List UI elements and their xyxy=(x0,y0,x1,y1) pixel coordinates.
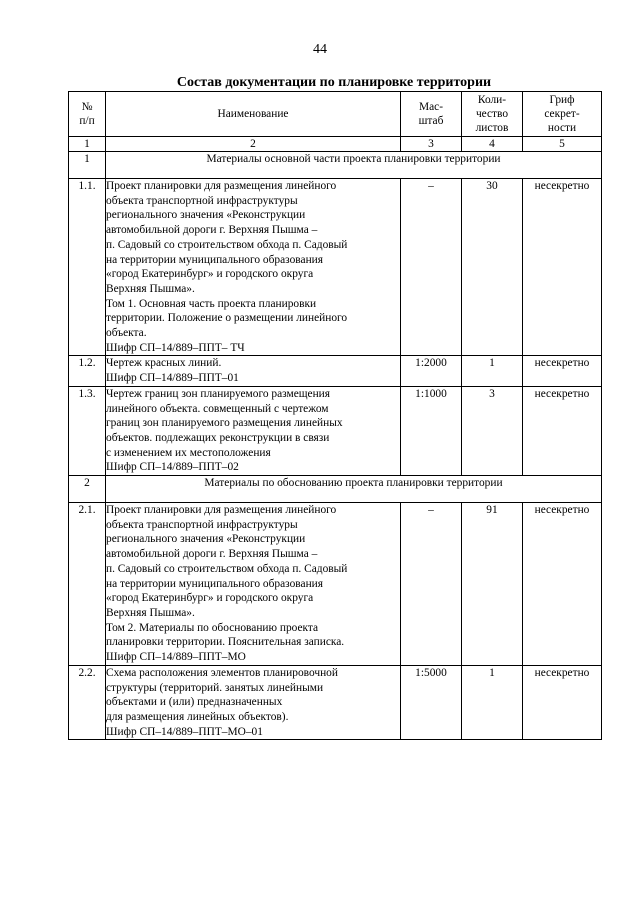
row-secrecy: несекретно xyxy=(523,356,602,386)
text-line: п. Садовый со строительством обхода п. Садовый xyxy=(106,562,348,575)
section-row xyxy=(69,152,602,179)
section-number: 1 xyxy=(69,152,106,179)
text-line: планировки территории. Пояснительная записка. xyxy=(106,636,345,649)
section-number: 2 xyxy=(69,476,106,503)
column-number: 5 xyxy=(523,137,602,152)
text-line: Проект планировки для размещения линейного xyxy=(106,180,337,192)
row-sheet-count: 30 xyxy=(462,179,523,356)
text-line: для размещения линейных объектов). xyxy=(106,710,289,723)
column-number-row xyxy=(69,137,602,152)
text-line: с изменением их местоположения xyxy=(106,446,271,459)
table-row xyxy=(69,665,602,740)
text-line: Схема расположения элементов планировочной xyxy=(106,666,338,679)
text-line: регионального значения «Реконструкции xyxy=(106,533,306,546)
text-line: ности xyxy=(547,122,577,134)
row-scale: 1:2000 xyxy=(401,356,462,386)
text-line: структуры (территорий. занятых линейными xyxy=(106,681,324,694)
text-line: Шифр СП–14/889–ППТ–01 xyxy=(106,372,239,385)
text-line: Коли- xyxy=(477,94,507,106)
document-title: Состав документации по планировке территории xyxy=(176,75,492,90)
text-line: Мас- xyxy=(418,101,444,113)
row-sheet-count: 3 xyxy=(462,386,523,475)
row-scale: – xyxy=(401,503,462,666)
row-name xyxy=(106,503,401,666)
header-count xyxy=(462,92,523,137)
table-body xyxy=(69,152,602,740)
text-line: Шифр СП–14/889–ППТ–02 xyxy=(106,461,239,474)
text-line: Шифр СП–14/889–ППТ– ТЧ xyxy=(106,341,245,354)
text-line: чество xyxy=(475,108,509,120)
text-line: на территории муниципального образования xyxy=(106,253,323,266)
text-line: листов xyxy=(475,122,509,134)
row-sheet-count: 1 xyxy=(462,665,523,740)
text-line: штаб xyxy=(418,115,444,127)
text-line: объектами и (или) предназначенных xyxy=(106,696,283,709)
section-title: Материалы основной части проекта планировки территории xyxy=(106,152,602,179)
text-line: автомобильной дороги г. Верхняя Пышма – xyxy=(106,548,318,561)
text-line: Том 2. Материалы по обоснованию проекта xyxy=(106,621,319,634)
row-number: 2.1. xyxy=(69,503,106,666)
table-row xyxy=(69,503,602,666)
row-sheet-count: 91 xyxy=(462,503,523,666)
row-secrecy: несекретно xyxy=(523,665,602,740)
table-row xyxy=(69,356,602,386)
column-number: 1 xyxy=(69,137,106,152)
row-name xyxy=(106,665,401,740)
text-line: Наименование xyxy=(217,108,289,120)
row-number: 2.2. xyxy=(69,665,106,740)
section-row xyxy=(69,476,602,503)
row-number: 1.2. xyxy=(69,356,106,386)
text-line: объектов. подлежащих реконструкции в связи xyxy=(106,431,330,444)
table-row xyxy=(69,386,602,475)
table-row xyxy=(69,179,602,356)
row-name xyxy=(106,356,401,386)
column-number: 3 xyxy=(401,137,462,152)
row-scale: 1:1000 xyxy=(401,386,462,475)
row-scale: – xyxy=(401,179,462,356)
text-line: № xyxy=(81,101,93,113)
text-line: Гриф xyxy=(549,94,575,106)
row-name xyxy=(106,179,401,356)
text-line: границ зон планируемого размещения линейных xyxy=(106,417,343,430)
row-secrecy: несекретно xyxy=(523,503,602,666)
row-name xyxy=(106,386,401,475)
row-scale: 1:5000 xyxy=(401,665,462,740)
column-number: 2 xyxy=(106,137,401,152)
text-line: Шифр СП–14/889–ППТ–МО–01 xyxy=(106,725,263,738)
text-line: объекта транспортной инфраструктуры xyxy=(106,518,298,531)
text-line: «город Екатеринбург» и городского округа xyxy=(106,268,314,281)
text-line: Верхняя Пышма». xyxy=(106,282,195,295)
text-line: Проект планировки для размещения линейного xyxy=(106,504,337,517)
text-line: Чертеж границ зон планируемого размещения xyxy=(106,387,331,400)
header-secret xyxy=(523,92,602,137)
text-line: объекта. xyxy=(106,327,147,340)
section-title: Материалы по обоснованию проекта планировки территории xyxy=(106,476,602,503)
header-row xyxy=(69,92,602,137)
header-name xyxy=(106,92,401,137)
text-line: автомобильной дороги г. Верхняя Пышма – xyxy=(106,224,318,237)
row-number: 1.3. xyxy=(69,386,106,475)
text-line: Чертеж красных линий. xyxy=(106,357,222,370)
text-line: п/п xyxy=(79,115,95,127)
row-secrecy: несекретно xyxy=(523,386,602,475)
text-line: линейного объекта. совмещенный с чертежом xyxy=(106,402,329,415)
text-line: регионального значения «Реконструкции xyxy=(106,209,306,222)
text-line: секрет- xyxy=(544,108,580,120)
header-scale xyxy=(401,92,462,137)
text-line: Верхняя Пышма». xyxy=(106,606,195,619)
text-line: Шифр СП–14/889–ППТ–МО xyxy=(106,651,246,664)
documentation-table xyxy=(68,91,602,740)
text-line: объекта транспортной инфраструктуры xyxy=(106,194,298,207)
text-line: «город Екатеринбург» и городского округа xyxy=(106,592,314,605)
text-line: Том 1. Основная часть проекта планировки xyxy=(106,297,317,310)
row-number: 1.1. xyxy=(69,179,106,356)
column-number: 4 xyxy=(462,137,523,152)
text-line: территории. Положение о размещении линейного xyxy=(106,312,348,325)
header-no xyxy=(69,92,106,137)
text-line: п. Садовый со строительством обхода п. Садовый xyxy=(106,238,348,251)
page-number: 44 xyxy=(313,42,327,57)
text-line: на территории муниципального образования xyxy=(106,577,323,590)
row-secrecy: несекретно xyxy=(523,179,602,356)
row-sheet-count: 1 xyxy=(462,356,523,386)
